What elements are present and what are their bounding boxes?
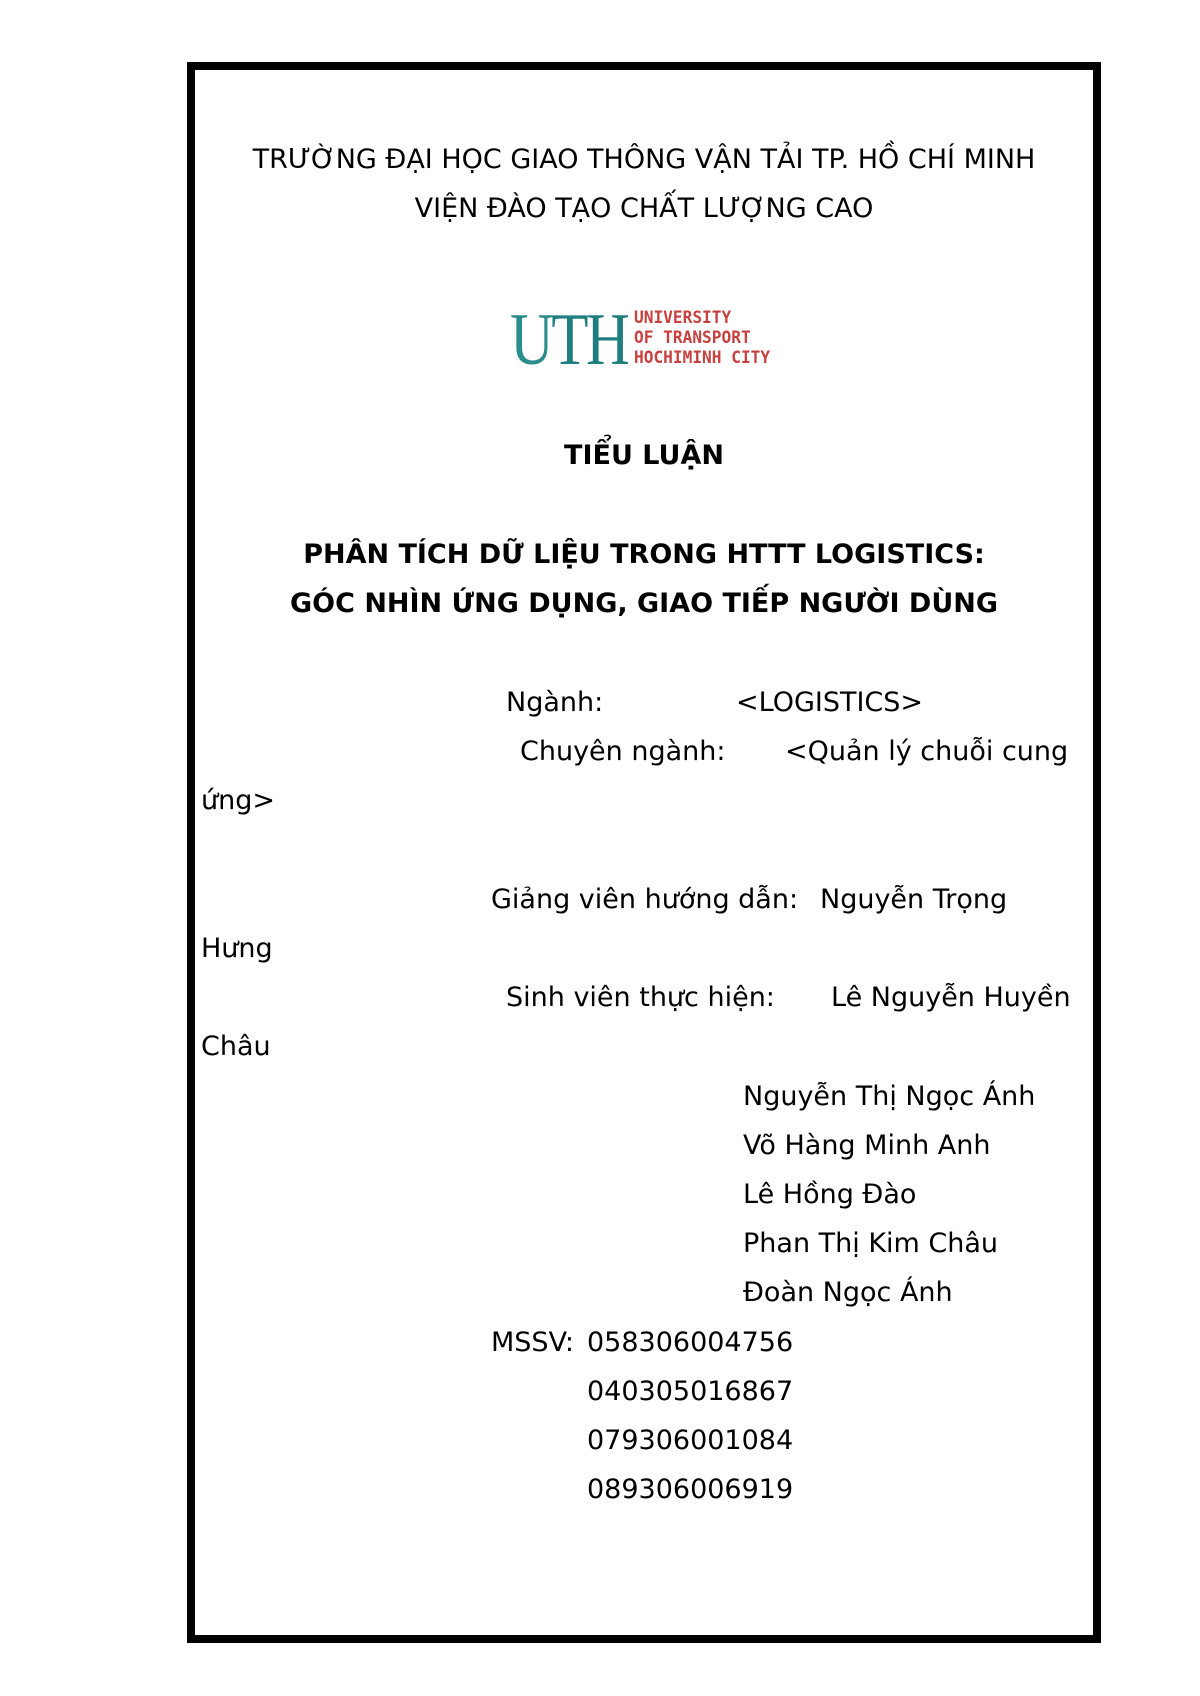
title-line-1: PHÂN TÍCH DỮ LIỆU TRONG HTTT LOGISTICS: — [303, 539, 985, 570]
student-2: Nguyễn Thị Ngọc Ánh — [743, 1081, 1036, 1112]
mssv-label: MSSV: — [491, 1327, 574, 1358]
university-name: TRƯỜNG ĐẠI HỌC GIAO THÔNG VẬN TẢI TP. HỒ CHÍ MINH — [252, 144, 1036, 175]
specialization-value: <Quản lý chuỗi cung — [785, 736, 1069, 767]
mssv-1: 058306004756 — [587, 1327, 794, 1358]
instructor-name: Nguyễn Trọng — [820, 884, 1008, 915]
student-3: Võ Hàng Minh Anh — [743, 1130, 991, 1161]
institute-name: VIỆN ĐÀO TẠO CHẤT LƯỢNG CAO — [414, 193, 874, 224]
uth-logo — [510, 299, 790, 381]
specialization-value-wrap: ứng> — [201, 785, 275, 816]
student-1: Lê Nguyễn Huyền — [831, 982, 1071, 1013]
student-5: Phan Thị Kim Châu — [743, 1228, 999, 1259]
student-6: Đoàn Ngọc Ánh — [743, 1277, 953, 1308]
student-4: Lê Hồng Đào — [743, 1179, 917, 1210]
mssv-3: 079306001084 — [587, 1425, 794, 1456]
major-label: Ngành: — [506, 687, 604, 718]
instructor-name-wrap: Hưng — [201, 933, 273, 964]
instructor-label: Giảng viên hướng dẫn: — [491, 884, 799, 915]
student-1-wrap: Châu — [201, 1031, 271, 1062]
major-value: <LOGISTICS> — [736, 687, 924, 718]
students-label: Sinh viên thực hiện: — [506, 982, 775, 1013]
logo-mark: UTH — [510, 299, 628, 381]
document-type: TIỂU LUẬN — [564, 440, 724, 471]
logo-tagline: UNIVERSITY OF TRANSPORT HOCHIMINH CITY — [634, 308, 771, 368]
mssv-4: 089306006919 — [587, 1474, 794, 1505]
specialization-label: Chuyên ngành: — [520, 736, 726, 767]
title-line-2: GÓC NHÌN ỨNG DỤNG, GIAO TIẾP NGƯỜI DÙNG — [289, 588, 999, 619]
mssv-2: 040305016867 — [587, 1376, 794, 1407]
